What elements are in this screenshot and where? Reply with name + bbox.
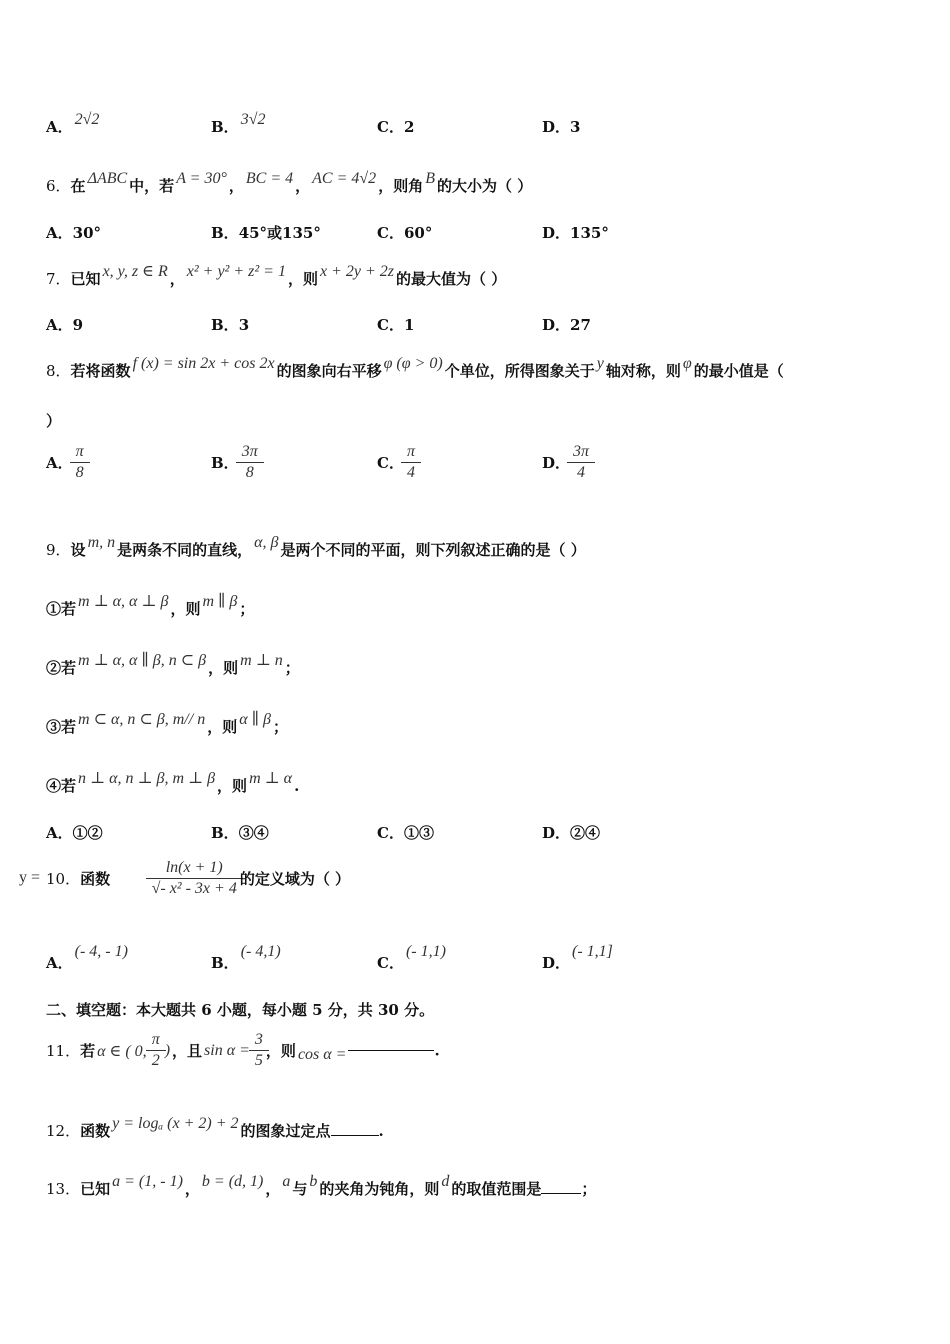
q8-option-b: B． $\frac{3\pi}{8}$ [211, 442, 261, 483]
q8-option-d: D． $\frac{3\pi}{4}$ [542, 442, 592, 483]
q5-option-c: C．2 [377, 118, 415, 136]
q10-option-b: B．(- 4,1) [211, 943, 281, 972]
q7-option-d: D．27 [542, 316, 591, 334]
q9-item-3: ③若 m ⊂ α, n ⊂ β, m// n ，则 α ∥ β ； [46, 711, 288, 736]
fraction: $\frac{\pi}{2}$ [149, 1030, 163, 1071]
q7-stem: 7．已知 x, y, z ∈ R ， x² + y² + z² = 1 ，则 x + 2y + 2z 的最大值为（ ） [46, 263, 507, 288]
q7-option-c: C．1 [377, 316, 415, 334]
q10-option-d: D．(- 1,1] [542, 943, 613, 972]
q9-option-d: D．②④ [542, 824, 601, 842]
q8-stem: 8．若将函数 f (x) = sin 2x + cos 2x 的图象向右平移 φ (φ > 0) 个单位，所得图象关于 y 轴对称，则 φ 的最小值是（ [46, 355, 784, 380]
q9-option-c: C．①③ [377, 824, 434, 842]
q10-option-a: A．(- 4, - 1) [46, 943, 128, 972]
q6-option-b: B．45°或135° [211, 224, 321, 242]
q9-option-b: B．③④ [211, 824, 269, 842]
fraction: $\frac{3\pi}{8}$ [239, 442, 261, 483]
q9-item-1: ①若 m ⊥ α, α ⊥ β ，则 m ∥ β ； [46, 593, 255, 618]
fraction: $\frac{3\pi}{4}$ [570, 442, 592, 483]
fraction: $\frac{\ln(x + 1)}{\text{√- x² - 3x + 4}}$ [149, 858, 240, 899]
section-heading: 二、填空题：本大题共 6 小题，每小题 5 分，共 30 分。 [46, 1001, 435, 1019]
fraction: $\frac{\pi}{4}$ [404, 442, 418, 483]
q6-option-a: A．30° [46, 224, 102, 242]
q8-option-a: A． $\frac{\pi}{8}$ [46, 442, 87, 483]
q8-stem-cont: ） [46, 412, 62, 430]
q5-option-d: D．3 [542, 118, 581, 136]
q5-option-a: A． 2√2 [46, 111, 100, 136]
q11-stem: 11．若 α ∈ ( 0, $\frac{\pi}{2}$ ) ，且 sin α = $\frac{3}{5}$ ，则 cos α = . [46, 1031, 440, 1069]
q9-stem: 9．设 m, n 是两条不同的直线， α, β 是两个不同的平面，则下列叙述正确的是（ ） [46, 534, 586, 559]
q10-stem: 10．函数 y = $\frac{\ln(x + 1)}{\text{√- x² - 3x + 4}}$ 的定义域为（ ） [19, 859, 351, 897]
q8-option-c: C． $\frac{\pi}{4}$ [377, 442, 418, 483]
answer-blank[interactable] [331, 1135, 379, 1136]
q7-option-b: B．3 [211, 316, 250, 334]
answer-blank[interactable] [348, 1050, 434, 1051]
answer-blank[interactable] [541, 1193, 581, 1194]
q10-option-c: C．(- 1,1) [377, 943, 446, 972]
fraction: $\frac{\pi}{8}$ [73, 442, 87, 483]
q13-stem: 13．已知 a = (1, - 1) ， b = (d, 1) ， a 与 b 的夹角为钝角，则 d 的取值范围是 ； [46, 1173, 597, 1198]
q12-stem: 12．函数 y = logₐ (x + 2) + 2 的图象过定点 . [46, 1115, 384, 1140]
q9-option-a: A．①② [46, 824, 103, 842]
q9-item-2: ②若 m ⊥ α, α ∥ β, n ⊂ β ，则 m ⊥ n ； [46, 652, 300, 677]
fraction: $\frac{3}{5}$ [252, 1030, 266, 1071]
q6-option-c: C．60° [377, 224, 433, 242]
q6-option-d: D．135° [542, 224, 609, 242]
q7-option-a: A．9 [46, 316, 84, 334]
q6-stem: 6．在 ΔABC 中，若 A = 30° ， BC = 4 ， AC = 4√2 ，则角 B 的大小为（ ） [46, 170, 533, 195]
q5-option-b: B． 3√2 [211, 111, 266, 136]
q9-item-4: ④若 n ⊥ α, n ⊥ β, m ⊥ β ，则 m ⊥ α . [46, 770, 300, 795]
